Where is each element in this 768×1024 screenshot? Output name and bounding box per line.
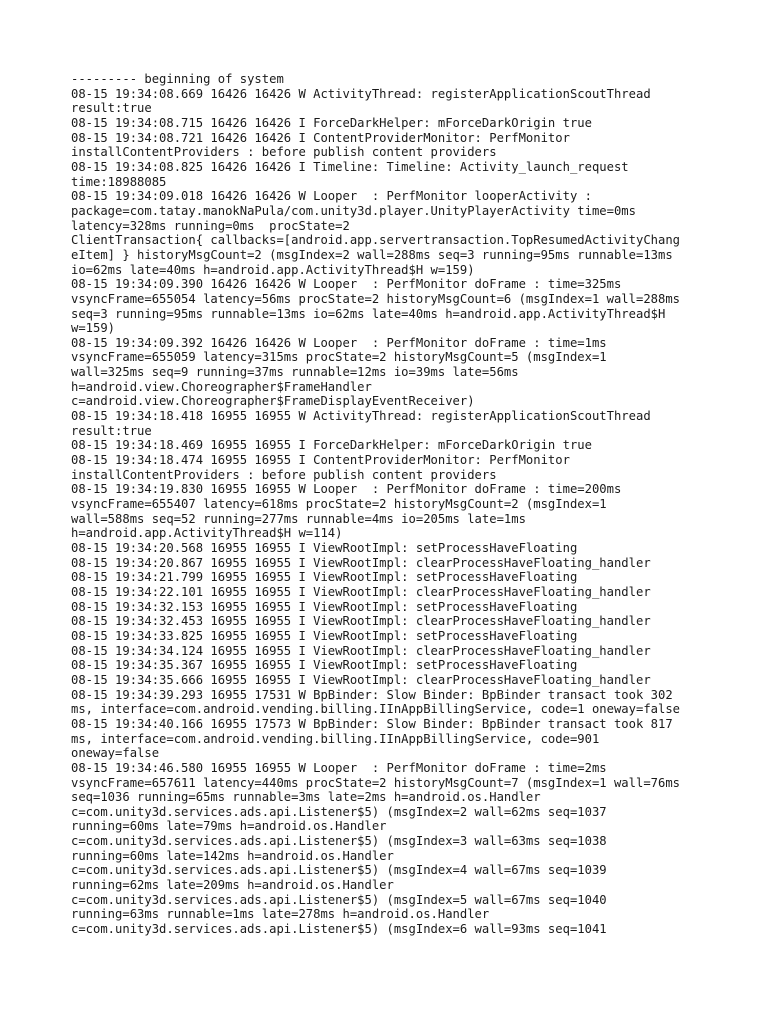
- log-line: result:true: [71, 423, 152, 438]
- log-line: 08-15 19:34:19.830 16955 16955 W Looper : PerfMonitor doFrame : time=200ms: [71, 482, 622, 497]
- log-line: 08-15 19:34:22.101 16955 16955 I ViewRootImpl: clearProcessHaveFloating_handler: [71, 584, 651, 599]
- log-line: seq=3 running=95ms runnable=13ms io=62ms late=40ms h=android.app.ActivityThread$H: [71, 306, 666, 321]
- log-line: seq=1036 running=65ms runnable=3ms late=2ms h=android.os.Handler: [71, 790, 541, 805]
- log-line: 08-15 19:34:39.293 16955 17531 W BpBinder: Slow Binder: BpBinder transact took 302: [71, 687, 673, 702]
- log-line: c=com.unity3d.services.ads.api.Listener$5) (msgIndex=4 wall=67ms seq=1039: [71, 863, 607, 878]
- log-line: c=android.view.Choreographer$FrameDisplayEventReceiver): [71, 394, 475, 409]
- log-line: ms, interface=com.android.vending.billing.IInAppBillingService, code=1 oneway=false: [71, 702, 681, 717]
- log-line: 08-15 19:34:18.418 16955 16955 W ActivityThread: registerApplicationScoutThread: [71, 409, 651, 424]
- log-line: eItem] } historyMsgCount=2 (msgIndex=2 wall=288ms seq=3 running=95ms runnable=13ms: [71, 247, 673, 262]
- log-line: ClientTransaction{ callbacks=[android.app.servertransaction.TopResumedActivityChang: [71, 233, 681, 248]
- log-line: vsyncFrame=655054 latency=56ms procState=2 historyMsgCount=6 (msgIndex=1 wall=288ms: [71, 291, 681, 306]
- log-line: 08-15 19:34:32.453 16955 16955 I ViewRootImpl: clearProcessHaveFloating_handler: [71, 614, 651, 629]
- log-line: h=android.app.ActivityThread$H w=114): [71, 526, 343, 541]
- log-line: 08-15 19:34:32.153 16955 16955 I ViewRootImpl: setProcessHaveFloating: [71, 599, 578, 614]
- log-line: running=62ms late=209ms h=android.os.Handler: [71, 878, 394, 893]
- log-line: 08-15 19:34:09.390 16426 16426 W Looper : PerfMonitor doFrame : time=325ms: [71, 277, 622, 292]
- log-line: vsyncFrame=657611 latency=440ms procState=2 historyMsgCount=7 (msgIndex=1 wall=76ms: [71, 775, 681, 790]
- log-line: --------- beginning of system: [71, 72, 284, 86]
- log-line: 08-15 19:34:08.721 16426 16426 I ContentProviderMonitor: PerfMonitor: [71, 130, 570, 145]
- log-line: c=com.unity3d.services.ads.api.Listener$5) (msgIndex=3 wall=63ms seq=1038: [71, 834, 607, 849]
- log-line: h=android.view.Choreographer$FrameHandler: [71, 379, 372, 394]
- log-line: time:18988085: [71, 174, 167, 189]
- log-line: latency=328ms running=0ms procState=2: [71, 218, 350, 233]
- log-line: 08-15 19:34:35.666 16955 16955 I ViewRootImpl: clearProcessHaveFloating_handler: [71, 672, 651, 687]
- log-line: running=60ms late=79ms h=android.os.Handler: [71, 819, 387, 834]
- log-line: 08-15 19:34:18.474 16955 16955 I ContentProviderMonitor: PerfMonitor: [71, 453, 570, 468]
- log-line: wall=588ms seq=52 running=277ms runnable=4ms io=205ms late=1ms: [71, 511, 526, 526]
- log-line: w=159): [71, 321, 116, 336]
- log-line: oneway=false: [71, 746, 160, 761]
- log-line: 08-15 19:34:09.392 16426 16426 W Looper : PerfMonitor doFrame : time=1ms: [71, 335, 607, 350]
- log-line: c=com.unity3d.services.ads.api.Listener$5) (msgIndex=2 wall=62ms seq=1037: [71, 804, 607, 819]
- log-line: wall=325ms seq=9 running=37ms runnable=12ms io=39ms late=56ms: [71, 365, 519, 380]
- log-line: 08-15 19:34:40.166 16955 17573 W BpBinder: Slow Binder: BpBinder transact took 817: [71, 716, 673, 731]
- log-line: installContentProviders : before publish content providers: [71, 467, 497, 482]
- log-line: 08-15 19:34:20.867 16955 16955 I ViewRootImpl: clearProcessHaveFloating_handler: [71, 555, 651, 570]
- log-line: c=com.unity3d.services.ads.api.Listener$5) (msgIndex=6 wall=93ms seq=1041: [71, 922, 607, 937]
- log-line: result:true: [71, 101, 152, 116]
- logcat-text: [71, 72, 711, 937]
- log-line: vsyncFrame=655059 latency=315ms procState=2 historyMsgCount=5 (msgIndex=1: [71, 350, 607, 365]
- log-line: 08-15 19:34:20.568 16955 16955 I ViewRootImpl: setProcessHaveFloating: [71, 541, 578, 555]
- log-line: 08-15 19:34:35.367 16955 16955 I ViewRootImpl: setProcessHaveFloating: [71, 658, 578, 673]
- log-line: io=62ms late=40ms h=android.app.ActivityThread$H w=159): [71, 262, 475, 277]
- log-line: 08-15 19:34:21.799 16955 16955 I ViewRootImpl: setProcessHaveFloating: [71, 570, 578, 585]
- log-line: 08-15 19:34:08.715 16426 16426 I ForceDarkHelper: mForceDarkOrigin true: [71, 115, 592, 130]
- log-line: vsyncFrame=655407 latency=618ms procState=2 historyMsgCount=2 (msgIndex=1: [71, 497, 607, 512]
- log-line: 08-15 19:34:33.825 16955 16955 I ViewRootImpl: setProcessHaveFloating: [71, 628, 578, 643]
- log-line: installContentProviders : before publish content providers: [71, 145, 497, 160]
- log-line: c=com.unity3d.services.ads.api.Listener$5) (msgIndex=5 wall=67ms seq=1040: [71, 892, 607, 907]
- log-line: 08-15 19:34:08.669 16426 16426 W ActivityThread: registerApplicationScoutThread: [71, 86, 651, 101]
- log-line: package=com.tatay.manokNaPula/com.unity3d.player.UnityPlayerActivity time=0ms: [71, 203, 636, 218]
- log-line: 08-15 19:34:09.018 16426 16426 W Looper : PerfMonitor looperActivity :: [71, 189, 592, 204]
- log-line: running=60ms late=142ms h=android.os.Handler: [71, 848, 394, 863]
- log-line: ms, interface=com.android.vending.billing.IInAppBillingService, code=901: [71, 731, 600, 746]
- log-line: running=63ms runnable=1ms late=278ms h=android.os.Handler: [71, 907, 490, 922]
- log-line: 08-15 19:34:18.469 16955 16955 I ForceDarkHelper: mForceDarkOrigin true: [71, 438, 592, 453]
- log-line: 08-15 19:34:08.825 16426 16426 I Timeline: Timeline: Activity_launch_request: [71, 159, 629, 174]
- log-line: 08-15 19:34:34.124 16955 16955 I ViewRootImpl: clearProcessHaveFloating_handler: [71, 643, 651, 658]
- log-line: 08-15 19:34:46.580 16955 16955 W Looper : PerfMonitor doFrame : time=2ms: [71, 760, 607, 775]
